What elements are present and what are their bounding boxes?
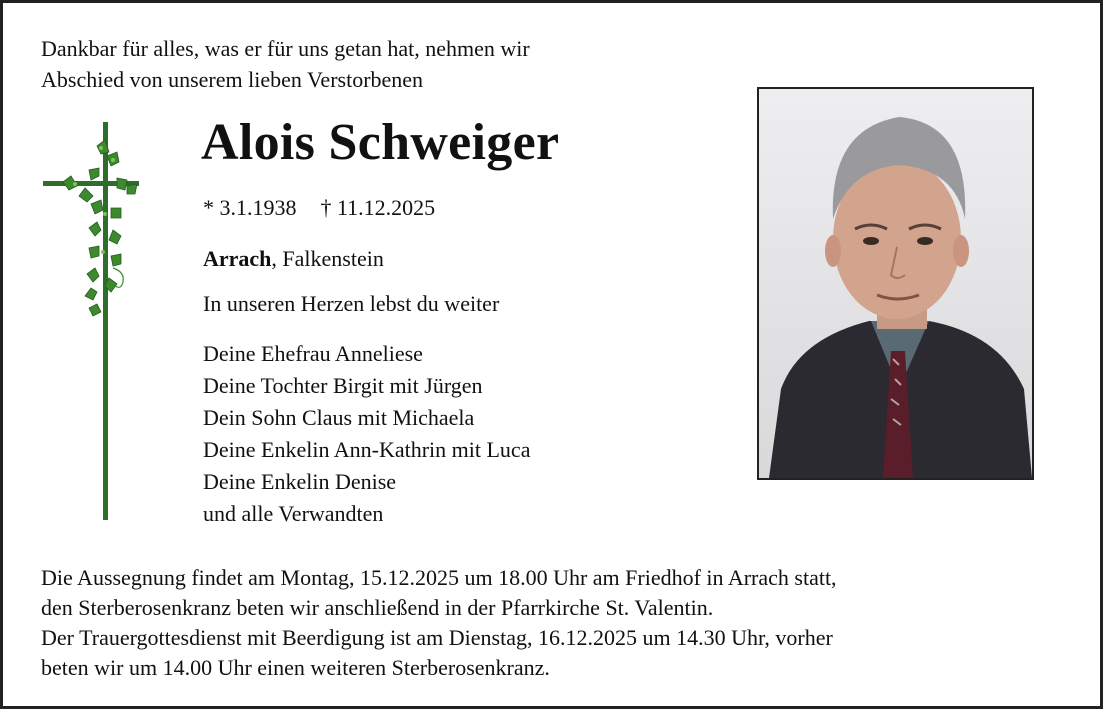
portrait-photo <box>757 87 1034 480</box>
family-member: Deine Enkelin Denise <box>203 469 397 494</box>
funeral-notice <box>41 563 837 683</box>
notice-line: den Sterberosenkranz beten wir anschließend in der Pfarrkirche St. Valentin. <box>41 595 714 620</box>
intro-text <box>41 33 530 95</box>
family-member: Deine Enkelin Ann-Kathrin mit Luca <box>203 437 531 462</box>
family-member: und alle Verwandten <box>203 501 384 526</box>
deceased-name: Alois Schweiger <box>201 114 560 171</box>
family-member: Dein Sohn Claus mit Michaela <box>203 405 475 430</box>
birth-date: * 3.1.1938 <box>203 195 297 220</box>
intro-line: Dankbar für alles, was er für uns getan hat, nehmen wir <box>41 36 530 61</box>
portrait-illustration <box>759 89 1032 478</box>
motto: In unseren Herzen lebst du weiter <box>203 291 500 316</box>
family-list <box>203 338 530 530</box>
ivy-cross-graphic <box>41 118 141 523</box>
death-date: † 11.12.2025 <box>320 195 436 220</box>
family-member: Deine Tochter Birgit mit Jürgen <box>203 373 483 398</box>
notice-line: Die Aussegnung findet am Montag, 15.12.2025 um 18.00 Uhr am Friedhof in Arrach statt, <box>41 565 837 590</box>
residence <box>203 246 384 272</box>
notice-line: beten wir um 14.00 Uhr einen weiteren Sterberosenkranz. <box>41 655 550 680</box>
notice-line: Der Trauergottesdienst mit Beerdigung ist am Dienstag, 16.12.2025 um 14.30 Uhr, vorher <box>41 625 833 650</box>
intro-line: Abschied von unserem lieben Verstorbenen <box>41 67 424 92</box>
residence-primary: Arrach <box>203 246 272 271</box>
life-dates <box>203 195 435 221</box>
residence-secondary: , Falkenstein <box>271 246 384 271</box>
ivy-cross-icon <box>41 118 141 523</box>
family-member: Deine Ehefrau Anneliese <box>203 341 423 366</box>
